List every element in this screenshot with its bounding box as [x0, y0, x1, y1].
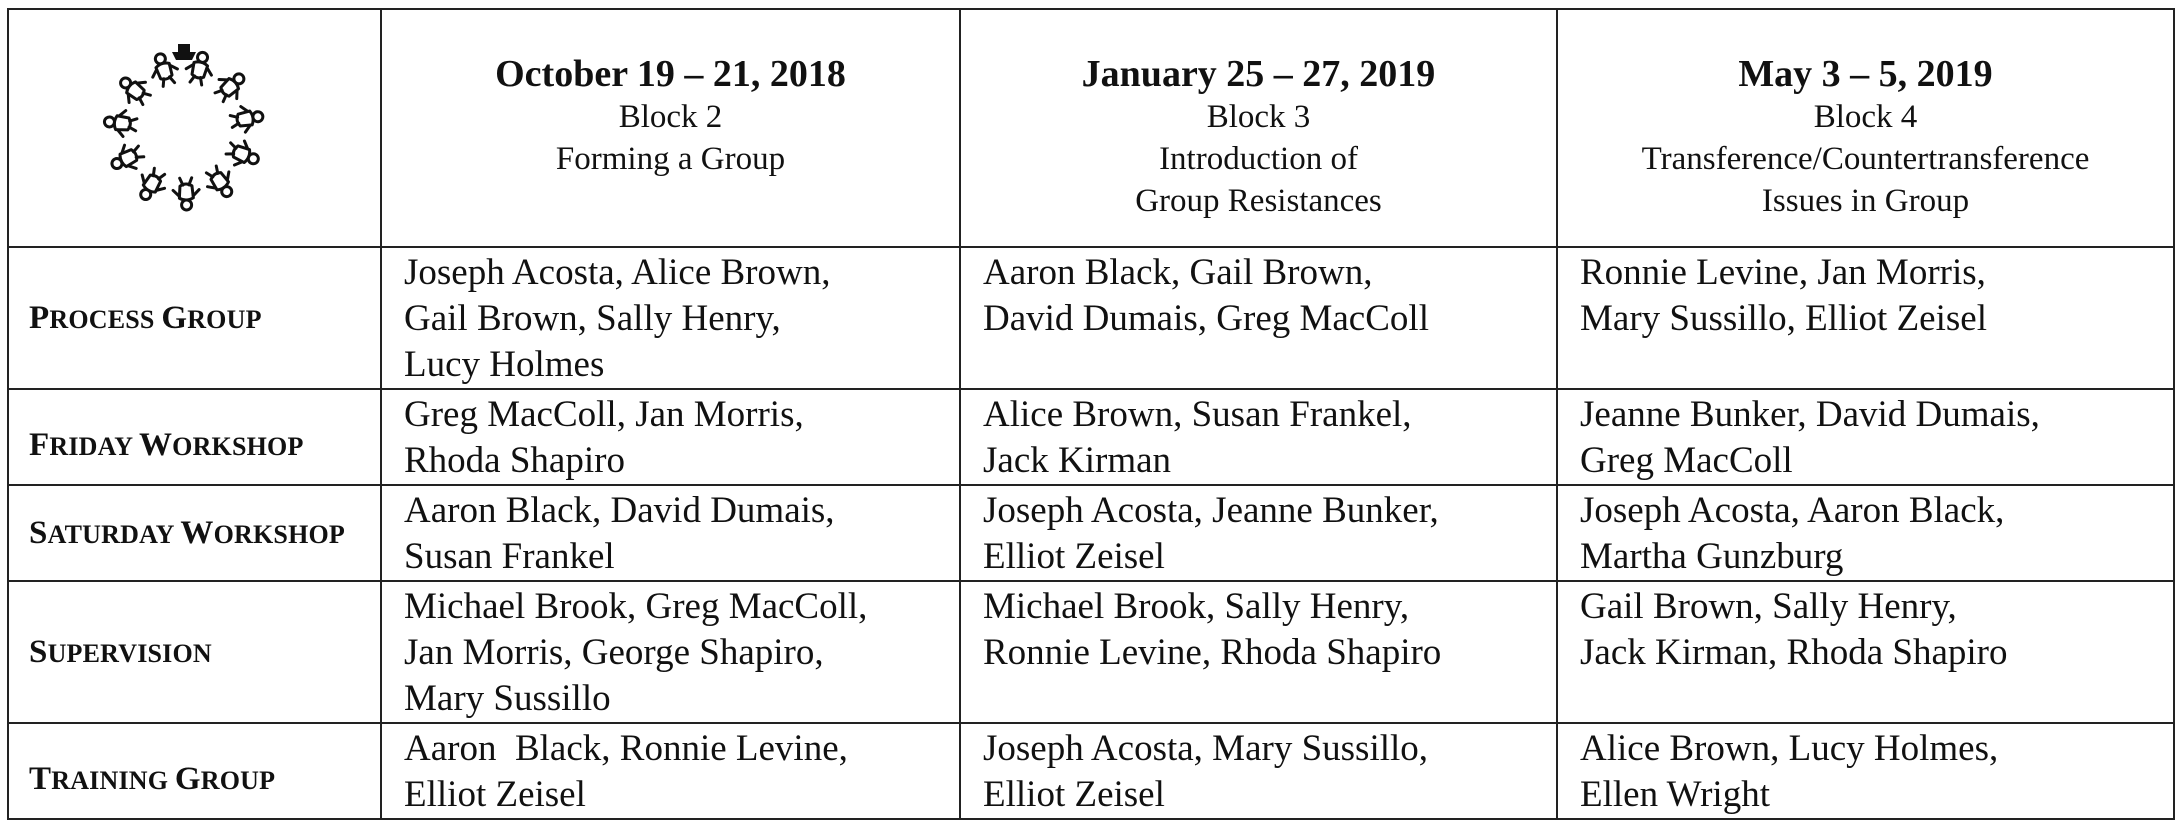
- table-row: [8, 389, 2174, 485]
- names-cell: Greg MacColl, Jan Morris, Rhoda Shapiro: [381, 389, 960, 485]
- block-number: Block 3: [1206, 99, 1311, 135]
- block-date: January 25 – 27, 2019: [1081, 53, 1436, 95]
- block-date: May 3 – 5, 2019: [1738, 53, 1993, 95]
- names-cell: Joseph Acosta, Jeanne Bunker, Elliot Zeisel: [960, 485, 1557, 581]
- names-cell: Alice Brown, Lucy Holmes, Ellen Wright: [1557, 723, 2174, 819]
- names-cell: Aaron Black, Gail Brown, David Dumais, Greg MacColl: [960, 247, 1557, 389]
- row-label-friday-workshop: FRIDAY WORKSHOP: [8, 389, 381, 485]
- row-label-training-group: TRAINING GROUP: [8, 723, 381, 819]
- table-row: [8, 723, 2174, 819]
- row-label-saturday-workshop: SATURDAY WORKSHOP: [8, 485, 381, 581]
- logo-figure: [210, 66, 251, 107]
- block-topic: Group Resistances: [1135, 183, 1382, 219]
- logo-figure: [107, 140, 147, 178]
- logo-figure: [114, 70, 155, 110]
- row-label-supervision: SUPERVISION: [8, 581, 381, 723]
- names-cell: Michael Brook, Greg MacColl, Jan Morris, George Shapiro, Mary Sussillo: [381, 581, 960, 723]
- block-number: Block 2: [618, 99, 723, 135]
- table-row: [8, 581, 2174, 723]
- names-cell: Gail Brown, Sally Henry, Jack Kirman, Rhoda Shapiro: [1557, 581, 2174, 723]
- logo-figure: [223, 136, 263, 172]
- names-cell: Alice Brown, Susan Frankel, Jack Kirman: [960, 389, 1557, 485]
- names-cell: Joseph Acosta, Aaron Black, Martha Gunzburg: [1557, 485, 2174, 581]
- table-row: [8, 485, 2174, 581]
- logo-figure: [229, 103, 265, 134]
- circle-of-figures-logo-icon: [94, 38, 274, 218]
- names-cell: Jeanne Bunker, David Dumais, Greg MacColl: [1557, 389, 2174, 485]
- names-cell: Joseph Acosta, Mary Sussillo, Elliot Zeisel: [960, 723, 1557, 819]
- names-cell: Ronnie Levine, Jan Morris, Mary Sussillo, Elliot Zeisel: [1557, 247, 2174, 389]
- block-3-header: [960, 9, 1557, 247]
- logo-cell: [8, 9, 381, 247]
- names-cell: Michael Brook, Sally Henry, Ronnie Levine, Rhoda Shapiro: [960, 581, 1557, 723]
- schedule-document: [7, 8, 2173, 816]
- table-row: [8, 247, 2174, 389]
- logo-figure: [103, 108, 138, 137]
- names-cell: Aaron Black, David Dumais, Susan Frankel: [381, 485, 960, 581]
- block-2-header: [381, 9, 960, 247]
- logo-figure: [132, 165, 171, 206]
- block-4-header: [1557, 9, 2174, 247]
- schedule-table: [7, 8, 2175, 820]
- logo-figure: [173, 178, 200, 211]
- block-number: Block 4: [1813, 99, 1918, 135]
- block-topic: Transference/Countertransference: [1641, 141, 2090, 177]
- names-cell: Aaron Black, Ronnie Levine, Elliot Zeisel: [381, 723, 960, 819]
- header-row: [8, 9, 2174, 247]
- block-date: October 19 – 21, 2018: [495, 53, 846, 95]
- names-cell: Joseph Acosta, Alice Brown, Gail Brown, Sally Henry, Lucy Holmes: [381, 247, 960, 389]
- block-topic: Introduction of: [1159, 141, 1358, 177]
- block-topic: Forming a Group: [555, 141, 786, 177]
- block-topic: Issues in Group: [1761, 183, 1970, 219]
- logo-figure: [201, 162, 241, 203]
- row-label-process-group: PROCESS GROUP: [8, 247, 381, 389]
